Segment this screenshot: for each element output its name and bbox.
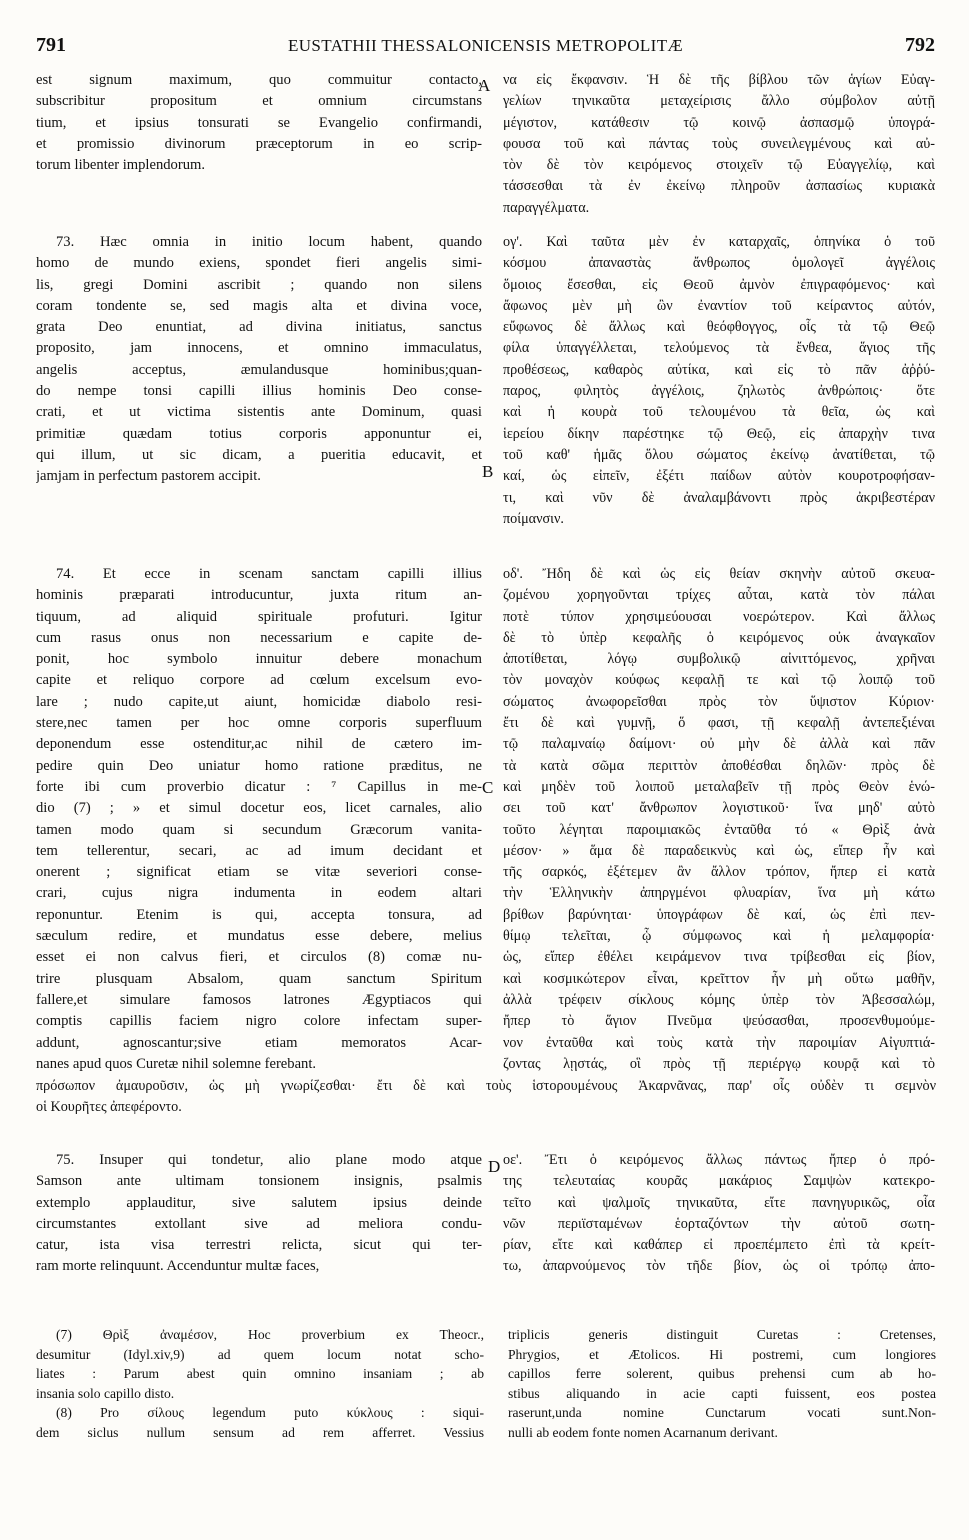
text-line: ἀλλὰ τρέφειν σίκλους κόμης ὑπὲρ τὸν Ἀβεσσαλώμ, [503,991,935,1008]
text-line: 73. Hæc omnia in initio locum habent, quando [56,234,482,250]
text-line: καὶ κοσμικώτερον εἶναι, κρεῖττον ἦν μὴ οὕτω μαθῆν, [503,970,935,987]
text-line: εὔφωνος δὲ ἄλλως καὶ θεόφθογγος, οἷς τὰ τῷ Θεῷ [503,319,935,336]
greek-full-width-continuation [36,1076,936,1119]
footnote-line: raserunt,unda nomine Cunctarum vocati sunt.Non- [508,1405,936,1420]
text-line: νον ἐνταῦθα καὶ τοὺς κατὰ τὴν παροιμίαν Αἰγυπτιά- [503,1034,935,1051]
page-number-left: 791 [36,34,66,56]
text-line: καὶ ἡ κουρὰ τοῦ τελουμένου τὰ θεῖα, ὡς καὶ [503,404,935,421]
text-line: tem tellerentur, secari, ac ad imum decidant et [36,842,482,859]
text-line: ποίμανσιν. [503,510,564,527]
text-line: ζομένου χορηγοῦνται τρίχες αὗται, κατὰ τὸν πάλαι [503,587,935,604]
column-marker-b: B [482,462,494,481]
text-line: νῶν περιϊσταμένων ἑορταζόντων τὴν αὐτοῦ σωτη- [503,1215,935,1232]
text-line: τὰ κατὰ σῶμα περιττὸν ἀποθέσθαι δηλῶν· πρὸς δὲ [503,757,935,774]
text-line: tamen modo quam si secundum Græcorum vanita- [36,821,482,838]
text-line: τι, καὶ νῦν δὲ ἀναλαμβάνοντι πρὸς ἀκριβεστέραν [503,489,935,506]
text-line: fallere,et simulare famosos latrones Ægyptiacos qui [36,991,482,1008]
text-line: primitiæ quædam totius corporis apponuntur ei, [36,425,482,442]
greek-paragraph-intro [503,70,935,219]
text-line: τὸν δὲ τὸν κειρόμενος στοιχεῖν τῷ Εὐαγγελίῳ, καὶ [503,157,935,174]
text-line: ρίαν, εἴτε καὶ καθάπερ εἰ προεπέμπετο ἐπὶ τὰ κρείτ- [503,1237,935,1254]
latin-section-75 [36,1150,482,1278]
latin-section-74 [36,564,482,1075]
text-line: coram tondente se, sed magis alta et divina voce, [36,297,482,314]
text-line: lare ; nudo capite,ut aiunt, homicidæ diabolo resi- [36,693,482,710]
text-line: μέσον· » ἅμα δὲ παραδεικνὺς καὶ ὡς, εἴπερ ἦν καὶ [503,842,935,859]
text-line: τοῦ καθ' ἡμᾶς ὅλου σώματος ἐκείνῳ ἀνατίθεται, τῷ [503,446,935,463]
text-line: τὸν μοναχὸν κούφως κεφαλῇ τε καὶ τῷ λοιπῷ τοῦ [503,672,935,689]
footnote-line: (7) Θρὶξ ἀναμέσον, Hoc proverbium ex Theocr., [56,1327,484,1342]
text-line: μέγιστον, κατάθεσιν τῷ κοινῷ ἀσπασμῷ ὑπογρά- [503,114,935,131]
text-line: ὡς, εἴπερ ἐθέλει κειράμενον τινα τρίβεσθαι εἰς βίον, [503,949,935,966]
text-line: τάσσεσθαι τὰ ἐν ἐκείνῳ πληροῦν ἀσπασίως κυριακὰ [503,178,935,195]
text-line: hominis præparati introducuntur, juxta ritum an- [36,587,482,604]
text-line: nanes apud quos Curetæ nihil solemne ferebant. [36,1055,317,1072]
text-line: τῷ παλαμναίῳ δαίμονι· οὐ μὴν δὲ ἀλλὰ καὶ πᾶν [503,736,935,753]
text-line: tium, et ipsius tonsurati se Evangelio confirmandi, [36,114,482,131]
text-line: trire plusquam Absalom, quam sanctum Spiritum [36,970,482,987]
text-line: βρίθων βαρύνηται· ὑπογράφων δὲ καί, ὡς ἐπὶ πεν- [503,906,935,923]
text-line: πρόσωπον ἀμαυροῦσιν, ὡς μὴ γνωρίζεσθαι· ἔτι δὲ καὶ τοὺς ἱστορουμένους Ἀκαρνᾶνας, παρ' οἷς οὐδὲν τι σεμνὸν [36,1078,936,1094]
text-line: προθέσεως, καθαρὸς αὐτίκα, καὶ εἰς τὸ πᾶν ἀῤῥύ- [503,361,935,378]
text-line: est signum maximum, quo commuitur contacto, [36,72,482,88]
text-line: δὲ τὸ ὑπὲρ κεφαλῆς ὁ κειρόμενος οὐκ ἀναγκαῖον [503,629,935,646]
footnote-line: nulli ab eodem fonte nomen Acarnanum derivant. [508,1424,778,1440]
text-line: addunt, agnoscantur;sive etiam memoratos Acar- [36,1034,482,1051]
text-line: 74. Et ecce in scenam sanctam capilli illius [56,566,482,582]
text-line: tiquum, ad aliquid spirituale profuturi. Igitur [36,608,482,625]
text-line: Samson ante ultimam tonsionem insignis, psalmis [36,1173,482,1190]
text-line: ἀποτίθεται, λόγῳ συμβολικῷ αἰνιττόμενος, χρῆναι [503,651,935,668]
text-line: do nempe tonsi capilli illius hominis Deo conse- [36,383,482,400]
text-line: θίμῳ τελεῖται, ᾧ σύμφωνος καὶ ἡ μελαμφορία· [503,928,935,945]
text-line: οἱ Κουρῆτες ἀπεφέροντο. [36,1099,182,1116]
footnotes-left [36,1325,484,1442]
text-line: ram morte relinquunt. Accenduntur multæ faces, [36,1258,320,1275]
text-line: angelis acceptus, æmulandusque hominibus;quan- [36,361,482,378]
footnote-line: desumitur (Idyl.xiv,9) ad quem locum notat scho- [36,1346,484,1362]
text-line: ποτὲ τύπον χρησιμεύουσαι νοερώτερον. Καὶ ἄλλως [503,608,935,625]
text-line: ponit, hoc symbolo innuitur debere monachum [36,651,482,668]
text-line: proposito, jam innocens, et omnino immaculatus, [36,340,482,357]
text-line: reponuntur. Etenim is qui, accepta tonsura, ad [36,906,482,923]
text-line: καί, ὡς εἰπεῖν, ἐξέτι παίδων αὐτὸν κουροτροφήσαν- [503,468,935,485]
text-line: qui illum, ut sic dicam, a pueritia educavit, et [36,446,482,463]
text-line: ἔτι δὲ καὶ γυμνῇ, ὅ φασι, τῇ κεφαλῇ ἀντεπεξιέναι [503,715,935,732]
column-marker-d: D [488,1157,501,1176]
text-line: capite et reliquo corpore ad cœlum excelsum evo- [36,672,482,689]
text-line: homo de mundo exiens, spondet fieri angelis simi- [36,255,482,272]
text-line: καὶ μηδὲν τοῦ λοιποῦ μεταλαβεῖν τῇ πρὸς Θεὸν ἑνώ- [503,778,935,795]
latin-paragraph-intro [36,70,482,176]
text-line: σώματος ἀνωφορεῖσθαι πρὸς τὸν ὕψιστον Κύριον· [503,693,935,710]
text-line: deponendum esse ostenditur,ac nihil de cætero im- [36,736,482,753]
text-line: stere,nec tamen per hoc omne corporis superfluum [36,715,482,732]
text-line: catur, ista visa terrestri relicta, sicut qui ter- [36,1237,482,1254]
footnote-line: stibus aliquando in acie capti fuissent, eos postea [508,1385,936,1401]
footnote-line: Phrygios, et Ætolicos. Hi postremi, cum longiores [508,1346,936,1362]
text-line: lis, gregi Domini ascribit ; quando non silens [36,276,482,293]
text-line: ογ'. Καὶ ταῦτα μὲν ἐν καταρχαῖς, ὁπηνίκα ὁ τοῦ [503,234,935,250]
footnotes-right [508,1325,936,1442]
text-line: comptis capillis faciem nigro colore infectam super- [36,1013,482,1030]
text-line: τεῖτο καὶ ψαλμοῖς τηνικαῦτα, εἴτε πανηγυρικῶς, οἷα [503,1194,935,1211]
text-line: να εἰς ἔκφανσιν. Ἡ δὲ τῆς βίβλου τῶν ἁγίων Εὐαγ- [503,72,935,88]
text-line: κόσμου ἀπαναστὰς ἄνθρωπος ὁμολογεῖ ἀγγέλοις [503,255,935,272]
text-line: γελίων τηνικαῦτα μεταχείρισις ἄλλο σύμβολον αὐτῇ [503,93,935,110]
text-line: circumstantes extollant sive ad meliora condu- [36,1215,482,1232]
text-line: pedire quin Deo uniatur homo ratione præditus, ne [36,757,482,774]
text-line: sæculum redire, et mundatus esse debere, melius [36,928,482,945]
text-line: ὅμοιος ἔσεσθαι, εἰς Θεοῦ ἀμνὸν ἐπιγραφόμενος· καὶ [503,276,935,293]
text-line: grata Deo enuntiat, ad divina initiatus, sanctus [36,319,482,336]
text-line: crari, cujus nigra indumenta in eodem altari [36,885,482,902]
text-line: subscribitur propositum et omnium circumstans [36,93,482,110]
text-line: φουσα τοῦ καὶ πάντας τοὺς συνειλεγμένους καὶ αὐ- [503,135,935,152]
greek-section-73 [503,232,935,530]
page-number-right: 792 [905,34,935,56]
greek-section-74 [503,564,935,1075]
footnote-line: insania solo capillo disto. [36,1385,175,1401]
text-line: forte ibi cum proverbio dicatur : ⁷ Capillus in me- [36,778,482,795]
text-line: της τελευταίας κουρᾶς μακάριος Σαμψὼν κατεκρο- [503,1173,935,1190]
text-line: παραγγέλματα. [503,199,590,216]
text-line: παρος, φιλητὸς ἀγγέλοις, ζηλωτὸς ἀνθρώποις· ὅτε [503,383,935,400]
text-line: ἄφωνος μὲν μὴ ὢν ἐναντίον τοῦ κείραντος αὐτόν, [503,297,935,314]
footnote-line: liates : Parum abest quin omnino insaniam ; ab [36,1366,484,1381]
footnote-line: capillos ferre solerent, quibus prehensi cum ab ho- [508,1366,936,1381]
column-marker-a: A [478,76,491,95]
text-line: 75. Insuper qui tondetur, alio plane modo atque [56,1152,482,1168]
column-marker-c: C [482,778,494,797]
text-line: οδ'. Ἤδη δὲ καὶ ὡς εἰς θείαν σκηνὴν αὐτοῦ σκευα- [503,566,935,582]
text-line: extemplo applauditur, sive salutem ipsius deinde [36,1194,482,1211]
greek-section-75 [503,1150,935,1278]
footnote-line: dem siclus nullum sensum ad rem afferret. Vessius [36,1424,484,1440]
text-line: et promissio divinorum præceptorum in eo scrip- [36,135,482,152]
latin-section-73 [36,232,482,488]
text-line: torum libenter implendorum. [36,157,206,174]
text-line: esset ei non calvus fieri, et circulos (8) comæ nu- [36,949,482,966]
text-line: ἱερείου δίκην παρέστηκε τῷ Θεῷ, εἰς ἀπαρχὴν τινα [503,425,935,442]
text-line: ζοντας λῃστάς, οἳ πρὸς τῇ περιέργῳ κουρᾷ καὶ τὸ [503,1055,935,1072]
text-line: ἤπερ τὸ ἅγιον Πνεῦμα ψεύσασθαι, προσενθυμούμε- [503,1013,935,1030]
text-line: σει τοῦ κατ' ἄνθρωπον λογιστικοῦ· ἵνα μηδ' αὐτὸ [503,800,935,817]
text-line: οε'. Ἔτι ὁ κειρόμενος ἄλλως πάντως ἤπερ ὁ πρό- [503,1152,935,1168]
text-line: τὴν Ἑλληνικὴν ἀπηργμένοι φλυαρίαν, ἵνα μὴ κάτω [503,885,935,902]
footnote-line: (8) Pro σίλους legendum puto κύκλους : siqui- [56,1405,484,1420]
text-line: τω, ἀπαρνούμενος τὸν τῆδε βίον, ὡς οἱ τρόπῳ ἀπο- [503,1258,935,1275]
running-title: EUSTATHII THESSALONICENSIS METROPOLITÆ [287,36,684,55]
text-line: dio (7) ; » et simul docetur eos, licet carnales, alio [36,800,482,817]
text-line: crati, et ut victima sistentis ante Dominum, quasi [36,404,482,421]
text-line: jamjam in perfectum pastorem accipit. [36,468,261,485]
text-line: τοῦτο λέγηται παροιμιακῶς ἐνταῦθα τό « Θρὶξ ἀνὰ [503,821,935,838]
footnote-line: triplicis generis distinguit Curetas : Cretenses, [508,1327,936,1342]
page-header [36,34,935,60]
text-line: cum rasus onus non necessarium e capite de- [36,629,482,646]
text-line: φίλα ὑπαγγέλλεται, τελούμενος τὰ ἔνθεα, ἅγιος τῆς [503,340,935,357]
text-line: τῆς σαρκός, ἐξέτεμεν ἂν ἄλλον τρόπον, ἤπερ εἰ κατὰ [503,864,935,881]
text-line: onerent ; significat etiam se vitæ severiori conse- [36,864,482,881]
